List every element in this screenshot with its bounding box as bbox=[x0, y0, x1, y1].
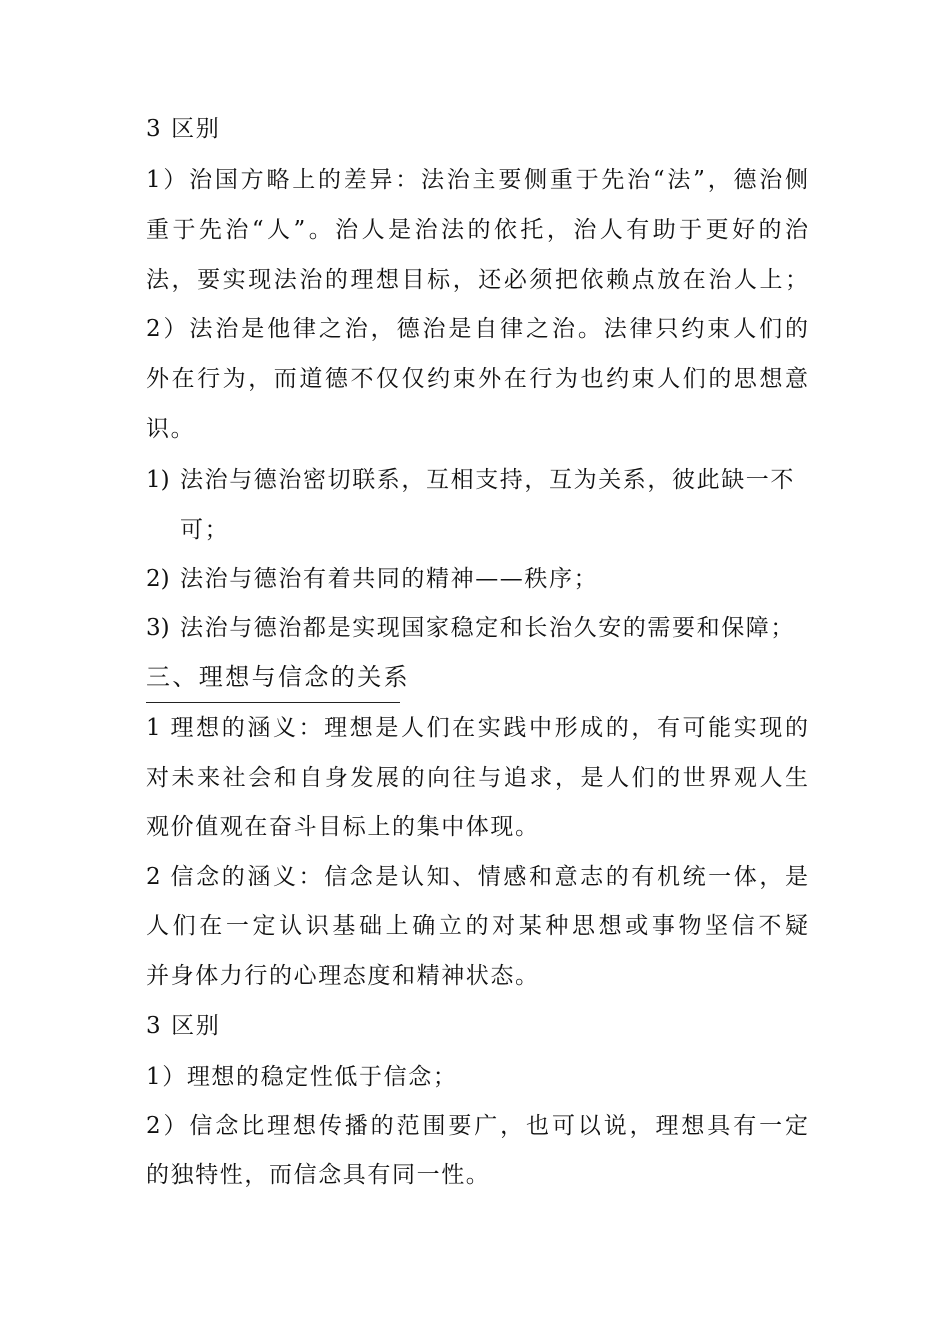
paragraph-line: 并身体力行的心理态度和精神状态。 bbox=[146, 963, 540, 989]
paragraph-line: 2）信念比理想传播的范围要广，也可以说，理想具有一定 bbox=[146, 1113, 808, 1139]
list-item-number: 1) bbox=[146, 467, 170, 493]
section-subtitle-difference: 3 区别 bbox=[146, 116, 221, 142]
paragraph-line: 的独特性，而信念具有同一性。 bbox=[146, 1162, 491, 1188]
paragraph-line: 2 信念的涵义：信念是认知、情感和意志的有机统一体，是 bbox=[146, 864, 808, 890]
paragraph-line: 1 理想的涵义：理想是人们在实践中形成的，有可能实现的 bbox=[146, 715, 808, 741]
heading-underline bbox=[146, 702, 400, 703]
paragraph-line: 识。 bbox=[146, 416, 196, 442]
paragraph-line: 人们在一定认识基础上确立的对某种思想或事物坚信不疑 bbox=[146, 913, 808, 939]
paragraph-line: 重于先治“人”。治人是治法的依托，治人有助于更好的治 bbox=[146, 217, 808, 243]
paragraph-line: 1）理想的稳定性低于信念； bbox=[146, 1064, 458, 1090]
list-item-text: 法治与德治都是实现国家稳定和长治久安的需要和保障； bbox=[180, 615, 795, 641]
paragraph-line: 1）治国方略上的差异：法治主要侧重于先治“法”，德治侧 bbox=[146, 167, 808, 193]
paragraph-line: 2）法治是他律之治，德治是自律之治。法律只约束人们的 bbox=[146, 316, 808, 342]
paragraph-line: 对未来社会和自身发展的向往与追求，是人们的世界观人生 bbox=[146, 765, 808, 791]
paragraph-line: 法，要实现法治的理想目标，还必须把依赖点放在治人上； bbox=[146, 267, 808, 293]
list-item-text: 法治与德治密切联系，互相支持，互为关系，彼此缺一不 bbox=[180, 467, 795, 493]
section-subtitle-difference: 3 区别 bbox=[146, 1013, 221, 1039]
paragraph-line: 外在行为，而道德不仅仅约束外在行为也约束人们的思想意 bbox=[146, 366, 808, 392]
list-item-text: 法治与德治有着共同的精神——秩序； bbox=[180, 566, 599, 592]
list-item-number: 2) bbox=[146, 566, 170, 592]
section-heading: 三、理想与信念的关系 bbox=[146, 663, 410, 691]
list-item-number: 3) bbox=[146, 615, 170, 641]
list-item-text: 可； bbox=[180, 517, 230, 543]
paragraph-line: 观价值观在奋斗目标上的集中体现。 bbox=[146, 814, 540, 840]
